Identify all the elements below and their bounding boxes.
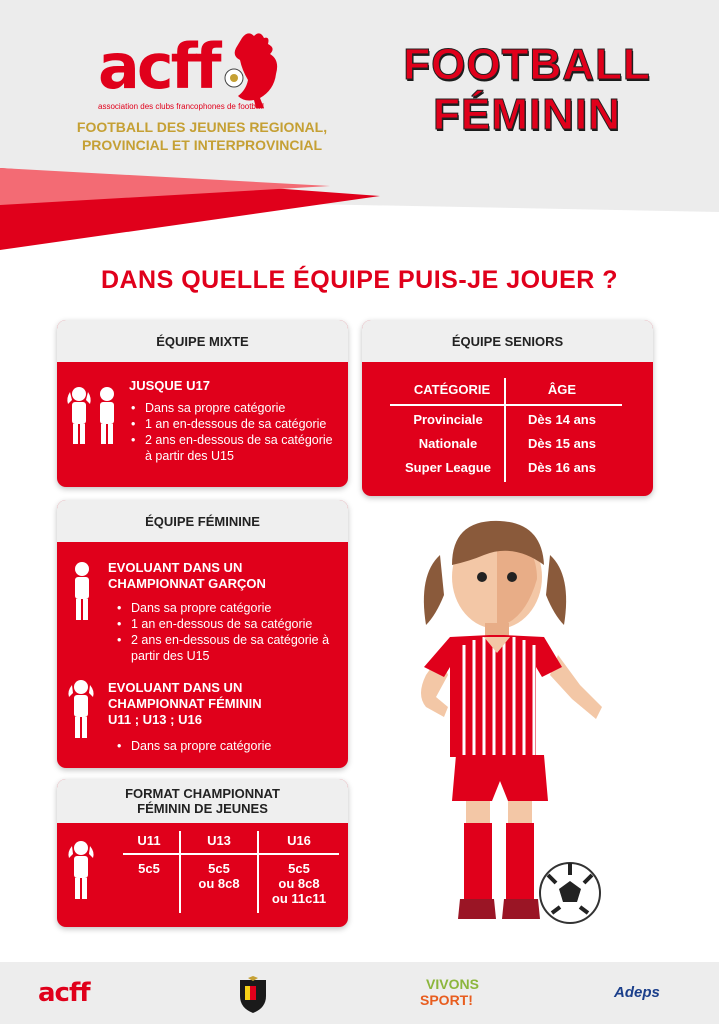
format-title-line-1: FORMAT CHAMPIONNAT <box>125 786 280 801</box>
feminine-sec2-list <box>115 738 341 754</box>
format-table <box>57 823 348 927</box>
sec2-line-3: U11 ; U13 ; U16 <box>108 712 202 727</box>
seniors-table <box>362 362 653 496</box>
format-col-u11-label: U11 <box>137 833 161 848</box>
row-categorie: Super League <box>405 460 491 475</box>
girl-pigtails-icon <box>65 678 97 740</box>
header-divider <box>123 853 339 855</box>
feminine-sec1-list <box>115 600 341 664</box>
list-item: • 2 ans en-dessous de sa catégorie à partir des U15 <box>129 432 339 464</box>
sec1-line-1: EVOLUANT DANS UN <box>108 560 243 575</box>
format-value: ou 8c8 <box>278 876 320 891</box>
format-value: 5c5 <box>288 861 310 876</box>
vivons-text: VIVONS <box>426 976 479 992</box>
adeps-logo: Adeps <box>614 984 660 1001</box>
list-item: • 2 ans en-dessous de sa catégorie à partir des U15 <box>115 632 341 664</box>
list-item: • 1 an en-dessous de sa catégorie <box>115 616 341 632</box>
list-item: • Dans sa propre catégorie <box>115 600 341 616</box>
format-col-u13-label: U13 <box>207 833 231 848</box>
list-item: • Dans sa propre catégorie <box>129 400 339 416</box>
format-col-u16-label: U16 <box>287 833 311 848</box>
column-divider <box>504 378 506 482</box>
format-value: 5c5 <box>208 861 230 876</box>
logo-tagline: association des clubs francophones de football <box>98 102 264 111</box>
row-categorie: Nationale <box>418 436 478 451</box>
feminine-sec1-title <box>108 560 266 592</box>
two-girls-icon <box>65 384 123 446</box>
format-value: ou 11c11 <box>271 891 327 906</box>
row-categorie: Provinciale <box>413 412 483 427</box>
football-player-illustration <box>400 515 610 935</box>
format-card <box>57 779 348 927</box>
mixte-card-title: ÉQUIPE MIXTE <box>57 320 348 362</box>
sec2-line-2: CHAMPIONNAT FÉMININ <box>108 696 262 711</box>
mixte-subtitle: JUSQUE U17 <box>129 378 210 393</box>
mixte-card <box>57 320 348 487</box>
title-line-2: FÉMININ <box>433 90 621 139</box>
girl-pigtails-icon <box>65 839 97 901</box>
title-line-1: FOOTBALL <box>403 40 651 89</box>
rooster-logo-icon <box>222 30 288 110</box>
feminine-sec2-title <box>108 680 262 728</box>
belgian-federation-crest-icon <box>236 976 270 1014</box>
row-age: Dès 16 ans <box>528 460 596 475</box>
acff-logo: acff <box>98 30 219 103</box>
feminine-card-body <box>57 542 348 768</box>
row-age: Dès 15 ans <box>528 436 596 451</box>
col-age: ÂGE <box>547 382 577 397</box>
format-u11-values <box>119 861 179 876</box>
main-title <box>372 40 682 140</box>
format-value: ou 8c8 <box>198 876 240 891</box>
mixte-list <box>129 400 339 464</box>
format-value: 5c5 <box>138 861 160 876</box>
format-title-line-2: FÉMININ DE JEUNES <box>137 801 268 816</box>
list-item: • 1 an en-dessous de sa catégorie <box>129 416 339 432</box>
header-divider <box>390 404 622 406</box>
header-subtitle <box>72 118 332 154</box>
seniors-card-title: ÉQUIPE SENIORS <box>362 320 653 362</box>
question-heading: DANS QUELLE ÉQUIPE PUIS-JE JOUER ? <box>100 266 619 294</box>
sec2-line-1: EVOLUANT DANS UN <box>108 680 243 695</box>
girl-icon <box>69 560 95 622</box>
format-u16-values <box>259 861 339 906</box>
row-age: Dès 14 ans <box>528 412 596 427</box>
subtitle-line-2: PROVINCIAL ET INTERPROVINCIAL <box>81 137 323 153</box>
vivons-sport-logo <box>400 976 479 1008</box>
feminine-card-title: ÉQUIPE FÉMININE <box>57 500 348 542</box>
format-card-title <box>57 779 348 823</box>
feminine-card <box>57 500 348 768</box>
mixte-card-body <box>57 362 348 487</box>
acff-footer-logo: acff <box>38 978 90 1008</box>
sec1-line-2: CHAMPIONNAT GARÇON <box>108 576 266 591</box>
col-categorie: CATÉGORIE <box>413 382 491 397</box>
list-item: • Dans sa propre catégorie <box>115 738 341 754</box>
subtitle-line-1: FOOTBALL DES JEUNES REGIONAL, <box>76 119 328 135</box>
footer <box>0 962 719 1024</box>
sport-text: SPORT! <box>420 992 473 1008</box>
seniors-card <box>362 320 653 496</box>
format-u13-values <box>181 861 257 891</box>
